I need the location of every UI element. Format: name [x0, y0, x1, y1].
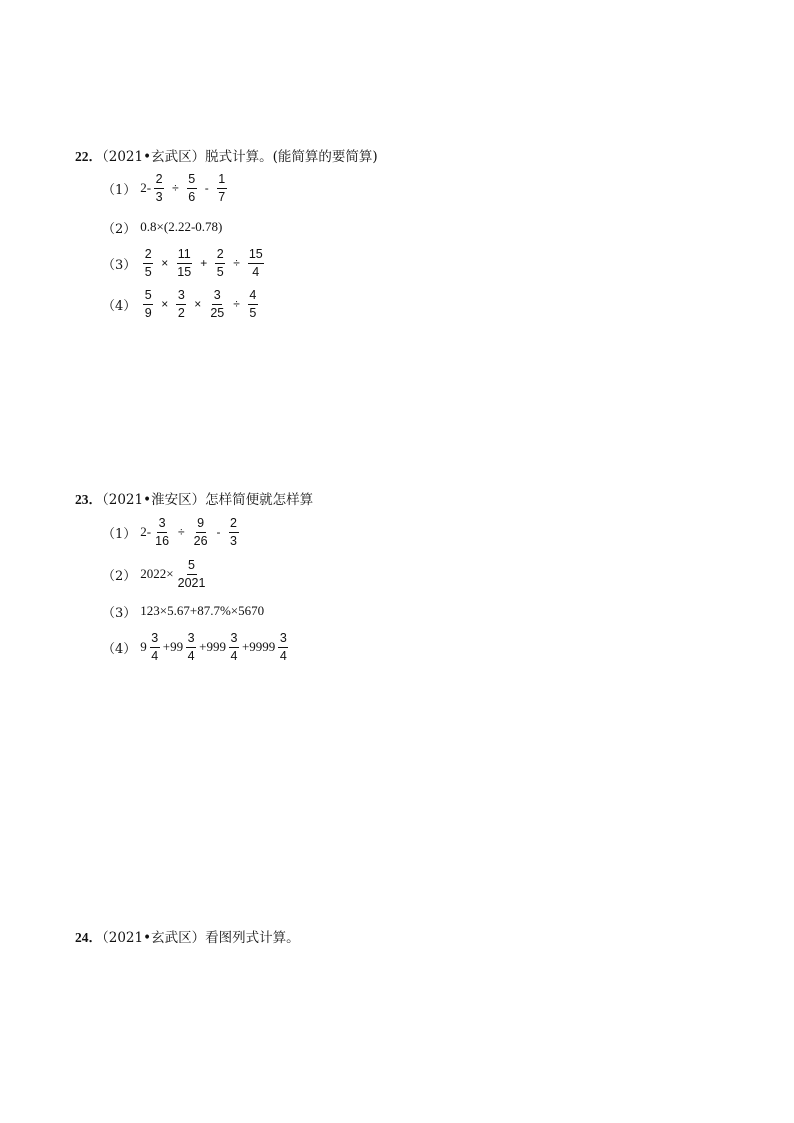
q23-item-1	[102, 514, 242, 550]
denominator: 4	[230, 648, 238, 663]
fraction	[229, 631, 239, 664]
whole-number: +99	[162, 639, 184, 654]
whole-number: +999	[199, 639, 226, 654]
denominator: 25	[210, 305, 225, 320]
operator: +	[200, 256, 208, 270]
fraction	[187, 172, 197, 205]
fraction	[248, 288, 258, 321]
q22-item-4	[102, 286, 261, 322]
denominator: 4	[252, 264, 260, 279]
q22-item-2	[102, 209, 222, 245]
denominator: 2	[177, 305, 185, 320]
numerator: 1	[217, 172, 227, 189]
fraction	[278, 631, 288, 664]
q22-item-1	[102, 170, 230, 206]
operator: ×	[194, 297, 202, 311]
expression-text: 2-	[140, 180, 152, 195]
denominator: 15	[177, 264, 192, 279]
question-text: （2021•玄武区）看图列式计算。	[102, 930, 300, 946]
operator: ÷	[233, 256, 240, 270]
numerator: 3	[278, 631, 288, 648]
item-label: （1）	[102, 182, 137, 198]
expression-text: 0.8×(2.22-0.78)	[140, 219, 223, 234]
fraction	[177, 558, 207, 591]
numerator: 2	[143, 247, 153, 264]
question-23-title	[75, 488, 313, 508]
denominator: 5	[249, 305, 257, 320]
numerator: 3	[150, 631, 160, 648]
q23-item-3	[102, 593, 264, 629]
numerator: 2	[215, 247, 225, 264]
question-number: 23．	[75, 492, 102, 507]
numerator: 15	[248, 247, 264, 264]
numerator: 3	[186, 631, 196, 648]
numerator: 2	[229, 516, 239, 533]
operator: -	[204, 181, 209, 195]
denominator: 26	[193, 533, 208, 548]
item-label: （1）	[102, 526, 137, 542]
item-label: （2）	[102, 221, 137, 237]
fraction	[143, 288, 153, 321]
operator: -	[216, 525, 221, 539]
item-label: （3）	[102, 257, 137, 273]
fraction	[176, 247, 192, 280]
fraction	[176, 288, 186, 321]
denominator: 3	[155, 189, 163, 204]
denominator: 3	[230, 533, 237, 548]
fraction	[248, 247, 264, 280]
question-24-title	[75, 926, 300, 946]
numerator: 5	[187, 172, 197, 189]
denominator: 5	[144, 264, 152, 279]
numerator: 5	[187, 558, 197, 575]
expression-text: 2-	[140, 524, 152, 539]
question-22-title	[75, 145, 378, 165]
numerator: 3	[157, 516, 167, 533]
denominator: 7	[218, 189, 226, 204]
fraction	[186, 631, 196, 664]
q22-item-3	[102, 245, 267, 281]
denominator: 2021	[177, 575, 206, 590]
item-label: （4）	[102, 641, 137, 657]
whole-number: 9	[140, 639, 147, 654]
denominator: 16	[155, 533, 170, 548]
question-text: （2021•淮安区）怎样简便就怎样算	[102, 492, 314, 508]
item-label: （4）	[102, 298, 137, 314]
question-text: （2021•玄武区）脱式计算。(能简算的要简算)	[102, 149, 378, 165]
denominator: 4	[279, 648, 287, 663]
operator: ÷	[178, 525, 185, 539]
numerator: 9	[196, 516, 206, 533]
numerator: 3	[212, 288, 222, 305]
denominator: 4	[187, 648, 195, 663]
fraction	[150, 631, 160, 664]
operator: ÷	[172, 181, 179, 195]
numerator: 2	[154, 172, 164, 189]
numerator: 4	[248, 288, 258, 305]
expression-text: 2022×	[140, 566, 174, 581]
q23-item-2	[102, 556, 209, 592]
operator: ×	[161, 256, 169, 270]
fraction	[154, 172, 164, 205]
expression-text: 123×5.67+87.7%×5670	[140, 603, 265, 618]
denominator: 9	[144, 305, 152, 320]
fraction	[143, 247, 153, 280]
item-label: （2）	[102, 568, 137, 584]
numerator: 3	[229, 631, 239, 648]
fraction	[209, 288, 225, 321]
denominator: 4	[151, 648, 159, 663]
item-label: （3）	[102, 605, 137, 621]
denominator: 5	[216, 264, 224, 279]
fraction	[215, 247, 225, 280]
operator: ÷	[233, 297, 240, 311]
fraction	[229, 516, 239, 549]
numerator: 3	[176, 288, 186, 305]
fraction	[193, 516, 209, 549]
question-number: 24．	[75, 930, 102, 945]
denominator: 6	[188, 189, 196, 204]
fraction	[217, 172, 227, 205]
numerator: 5	[143, 288, 153, 305]
q23-item-4	[102, 629, 291, 665]
whole-number: +9999	[241, 639, 276, 654]
operator: ×	[161, 297, 169, 311]
question-number: 22．	[75, 149, 102, 164]
fraction	[154, 516, 170, 549]
numerator: 11	[177, 247, 192, 264]
